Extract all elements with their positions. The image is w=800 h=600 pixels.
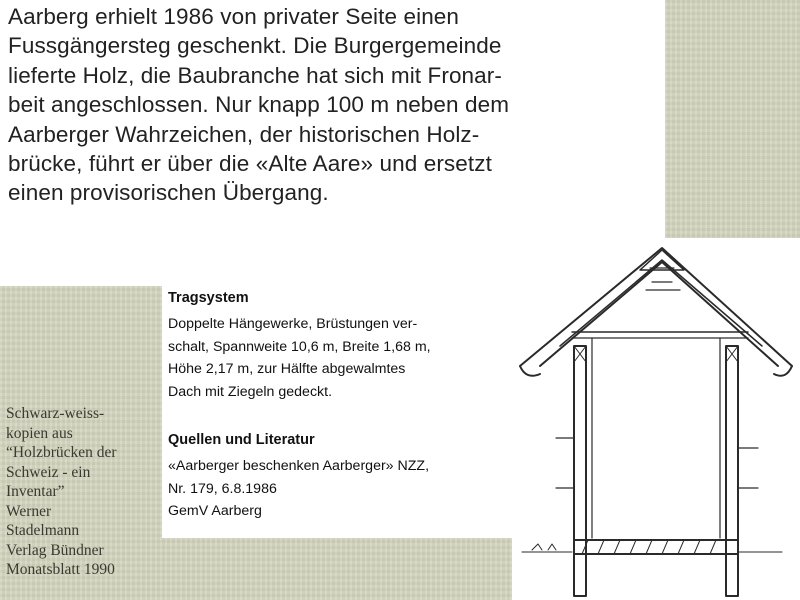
intro-line: Aarberg erhielt 1986 von privater Seite einen <box>8 4 460 29</box>
caption-line: Verlag Bündner <box>6 541 104 559</box>
deck-hatching <box>582 540 716 554</box>
caption-line: Schwarz-weiss- <box>6 405 105 422</box>
right-post-brace <box>726 346 738 362</box>
bridge-cross-section-drawing <box>512 238 800 600</box>
caption-line: kopien aus <box>6 424 73 442</box>
intro-paragraph <box>8 2 660 208</box>
caption-line: Stadelmann <box>6 522 80 539</box>
left-gutter <box>520 366 540 376</box>
caption-line: Inventar” <box>6 483 65 500</box>
intro-line: beit angeschlossen. Nur knapp 100 m neben dem <box>8 92 510 118</box>
ground-mark <box>532 544 542 550</box>
caption-line: “Holzbrücken der <box>6 444 117 461</box>
quellen-line: Nr. 179, 6.8.1986 <box>168 480 277 497</box>
cross-section-drawing-card <box>512 238 800 600</box>
technical-info-card <box>162 286 512 538</box>
tragsystem-line: Doppelte Hängewerke, Brüstungen ver- <box>168 316 418 332</box>
quellen-body <box>168 455 508 523</box>
tragsystem-line: schalt, Spannweite 10,6 m, Breite 1,68 m, <box>168 338 431 355</box>
intro-line: lieferte Holz, die Baubranche hat sich mit Fronar- <box>8 62 502 88</box>
left-post-brace <box>574 346 586 362</box>
tragsystem-heading: Tragsystem <box>168 290 249 306</box>
intro-line: brücke, führt er über die «Alte Aare» und ersetzt <box>8 151 492 177</box>
source-caption <box>6 404 156 580</box>
caption-line: Schweiz - ein <box>6 463 91 481</box>
tragsystem-line: Höhe 2,17 m, zur Hälfte abgewalmtes <box>168 361 406 377</box>
right-post <box>726 346 738 596</box>
intro-line: einen provisorischen Übergang. <box>8 180 329 206</box>
left-post <box>574 346 586 596</box>
quellen-heading: Quellen und Literatur <box>168 432 315 448</box>
ground-mark <box>548 544 556 550</box>
tragsystem-body <box>168 313 508 403</box>
caption-line: Werner <box>6 502 52 520</box>
right-gutter <box>774 366 792 376</box>
quellen-line: GemV Aarberg <box>168 503 262 519</box>
intro-line: Fussgängersteg geschenkt. Die Burgergemeinde <box>8 33 502 59</box>
intro-line: Aarberger Wahrzeichen, der historischen Holz- <box>8 121 480 147</box>
roof-rafter-line <box>560 260 762 346</box>
caption-line: Monatsblatt 1990 <box>6 561 115 578</box>
roof-inner-line <box>540 262 778 366</box>
quellen-line: «Aarberger beschenken Aarberger» NZZ, <box>168 458 430 474</box>
tragsystem-line: Dach mit Ziegeln gedeckt. <box>168 383 333 400</box>
